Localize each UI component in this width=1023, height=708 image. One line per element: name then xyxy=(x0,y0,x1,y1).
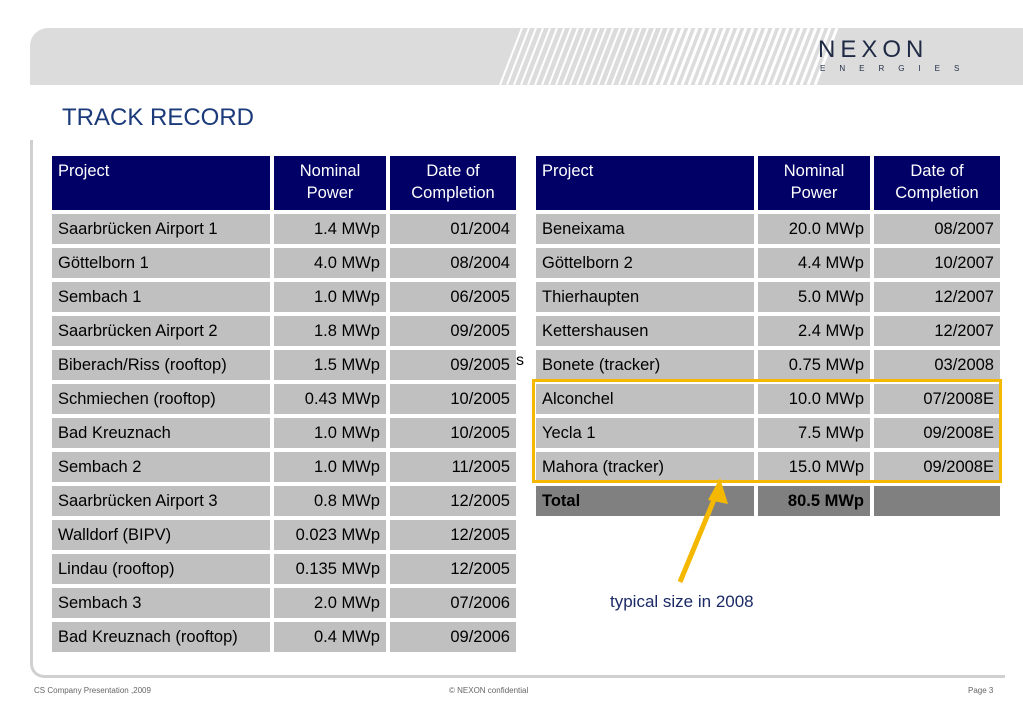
header-date-of-completion: Date of Completion xyxy=(874,156,1000,210)
cell-project: Mahora (tracker) xyxy=(536,452,754,482)
cell-completion-date: 07/2008E xyxy=(874,384,1000,414)
cell-nominal-power: 1.0 MWp xyxy=(274,418,386,448)
cell-project: Alconchel xyxy=(536,384,754,414)
highlight-box xyxy=(532,379,1002,483)
cell-nominal-power: 0.8 MWp xyxy=(274,486,386,516)
cell-completion-date: 10/2005 xyxy=(390,418,516,448)
cell-nominal-power: 0.4 MWp xyxy=(274,622,386,652)
table-row xyxy=(536,350,1000,380)
table-row xyxy=(52,214,516,244)
table-row xyxy=(52,282,516,312)
cell-nominal-power: 1.8 MWp xyxy=(274,316,386,346)
cell-completion-date: 07/2006 xyxy=(390,588,516,618)
cell-nominal-power: 1.0 MWp xyxy=(274,282,386,312)
annotation-arrow xyxy=(640,470,740,590)
cell-completion-date: 08/2004 xyxy=(390,248,516,278)
cell-completion-date: 09/2008E xyxy=(874,452,1000,482)
nexon-logo xyxy=(818,36,978,76)
cell-project: Göttelborn 2 xyxy=(536,248,754,278)
cell-completion-date: 09/2005 xyxy=(390,316,516,346)
cell-completion-date: 11/2005 xyxy=(390,452,516,482)
total-nominal-power: 80.5 MWp xyxy=(758,486,870,516)
cell-project: Sembach 1 xyxy=(52,282,270,312)
logo-subword: ENERGIES xyxy=(820,64,974,73)
cell-completion-date: 12/2005 xyxy=(390,554,516,584)
table-row xyxy=(536,316,1000,346)
cell-project: Thierhaupten xyxy=(536,282,754,312)
logo-word: NEXON xyxy=(818,36,929,63)
cell-completion-date: 12/2005 xyxy=(390,486,516,516)
track-record-table-left xyxy=(48,152,520,656)
cell-completion-date: 09/2006 xyxy=(390,622,516,652)
total-row xyxy=(536,486,1000,516)
cell-nominal-power: 15.0 MWp xyxy=(758,452,870,482)
cell-project: Saarbrücken Airport 1 xyxy=(52,214,270,244)
cell-nominal-power: 0.135 MWp xyxy=(274,554,386,584)
cell-nominal-power: 10.0 MWp xyxy=(758,384,870,414)
page-title: TRACK RECORD xyxy=(62,104,255,131)
cell-project: Sembach 2 xyxy=(52,452,270,482)
cell-project: Biberach/Riss (rooftop) xyxy=(52,350,270,380)
cell-nominal-power: 0.023 MWp xyxy=(274,520,386,550)
cell-project: Walldorf (BIPV) xyxy=(52,520,270,550)
cell-nominal-power: 7.5 MWp xyxy=(758,418,870,448)
cell-completion-date: 09/2005 xyxy=(390,350,516,380)
table-row xyxy=(52,554,516,584)
footer-right: Page 3 xyxy=(968,686,994,695)
table-row xyxy=(536,282,1000,312)
annotation-text: typical size in 2008 xyxy=(610,592,754,611)
table-row xyxy=(52,622,516,652)
table-row xyxy=(536,214,1000,244)
cell-completion-date: 10/2005 xyxy=(390,384,516,414)
table-row xyxy=(52,588,516,618)
cell-project: Bonete (tracker) xyxy=(536,350,754,380)
table-row xyxy=(52,452,516,482)
cell-project: Kettershausen xyxy=(536,316,754,346)
total-project: Total xyxy=(536,486,754,516)
cell-nominal-power: 1.5 MWp xyxy=(274,350,386,380)
cell-completion-date: 10/2007 xyxy=(874,248,1000,278)
header-date-of-completion: Date of Completion xyxy=(390,156,516,210)
total-completion-date xyxy=(874,486,1000,516)
table-row xyxy=(52,486,516,516)
cell-nominal-power: 1.0 MWp xyxy=(274,452,386,482)
cell-nominal-power: 1.4 MWp xyxy=(274,214,386,244)
header-project: Project xyxy=(536,156,754,210)
cell-nominal-power: 4.0 MWp xyxy=(274,248,386,278)
cell-nominal-power: 5.0 MWp xyxy=(758,282,870,312)
cell-nominal-power: 20.0 MWp xyxy=(758,214,870,244)
table-row xyxy=(52,384,516,414)
cell-project: Saarbrücken Airport 3 xyxy=(52,486,270,516)
table-row xyxy=(52,418,516,448)
table-row xyxy=(52,350,516,380)
cell-nominal-power: 0.43 MWp xyxy=(274,384,386,414)
table-row xyxy=(52,248,516,278)
stray-text: s xyxy=(516,352,524,369)
cell-project: Yecla 1 xyxy=(536,418,754,448)
footer-center: © NEXON confidential xyxy=(449,686,529,695)
cell-completion-date: 09/2008E xyxy=(874,418,1000,448)
cell-project: Lindau (rooftop) xyxy=(52,554,270,584)
cell-completion-date: 12/2007 xyxy=(874,282,1000,312)
table-row xyxy=(536,248,1000,278)
cell-completion-date: 06/2005 xyxy=(390,282,516,312)
footer-left: CS Company Presentation ,2009 xyxy=(34,686,151,695)
cell-project: Bad Kreuznach (rooftop) xyxy=(52,622,270,652)
cell-project: Saarbrücken Airport 2 xyxy=(52,316,270,346)
table-row xyxy=(52,316,516,346)
cell-project: Göttelborn 1 xyxy=(52,248,270,278)
cell-nominal-power: 4.4 MWp xyxy=(758,248,870,278)
cell-completion-date: 03/2008 xyxy=(874,350,1000,380)
table-row xyxy=(52,520,516,550)
header-project: Project xyxy=(52,156,270,210)
cell-project: Beneixama xyxy=(536,214,754,244)
header-nominal-power: Nominal Power xyxy=(274,156,386,210)
cell-nominal-power: 2.0 MWp xyxy=(274,588,386,618)
header-nominal-power: Nominal Power xyxy=(758,156,870,210)
cell-nominal-power: 0.75 MWp xyxy=(758,350,870,380)
cell-completion-date: 12/2005 xyxy=(390,520,516,550)
cell-completion-date: 08/2007 xyxy=(874,214,1000,244)
cell-project: Schmiechen (rooftop) xyxy=(52,384,270,414)
cell-project: Bad Kreuznach xyxy=(52,418,270,448)
left-table-body xyxy=(52,214,516,652)
cell-completion-date: 01/2004 xyxy=(390,214,516,244)
cell-completion-date: 12/2007 xyxy=(874,316,1000,346)
cell-project: Sembach 3 xyxy=(52,588,270,618)
cell-nominal-power: 2.4 MWp xyxy=(758,316,870,346)
